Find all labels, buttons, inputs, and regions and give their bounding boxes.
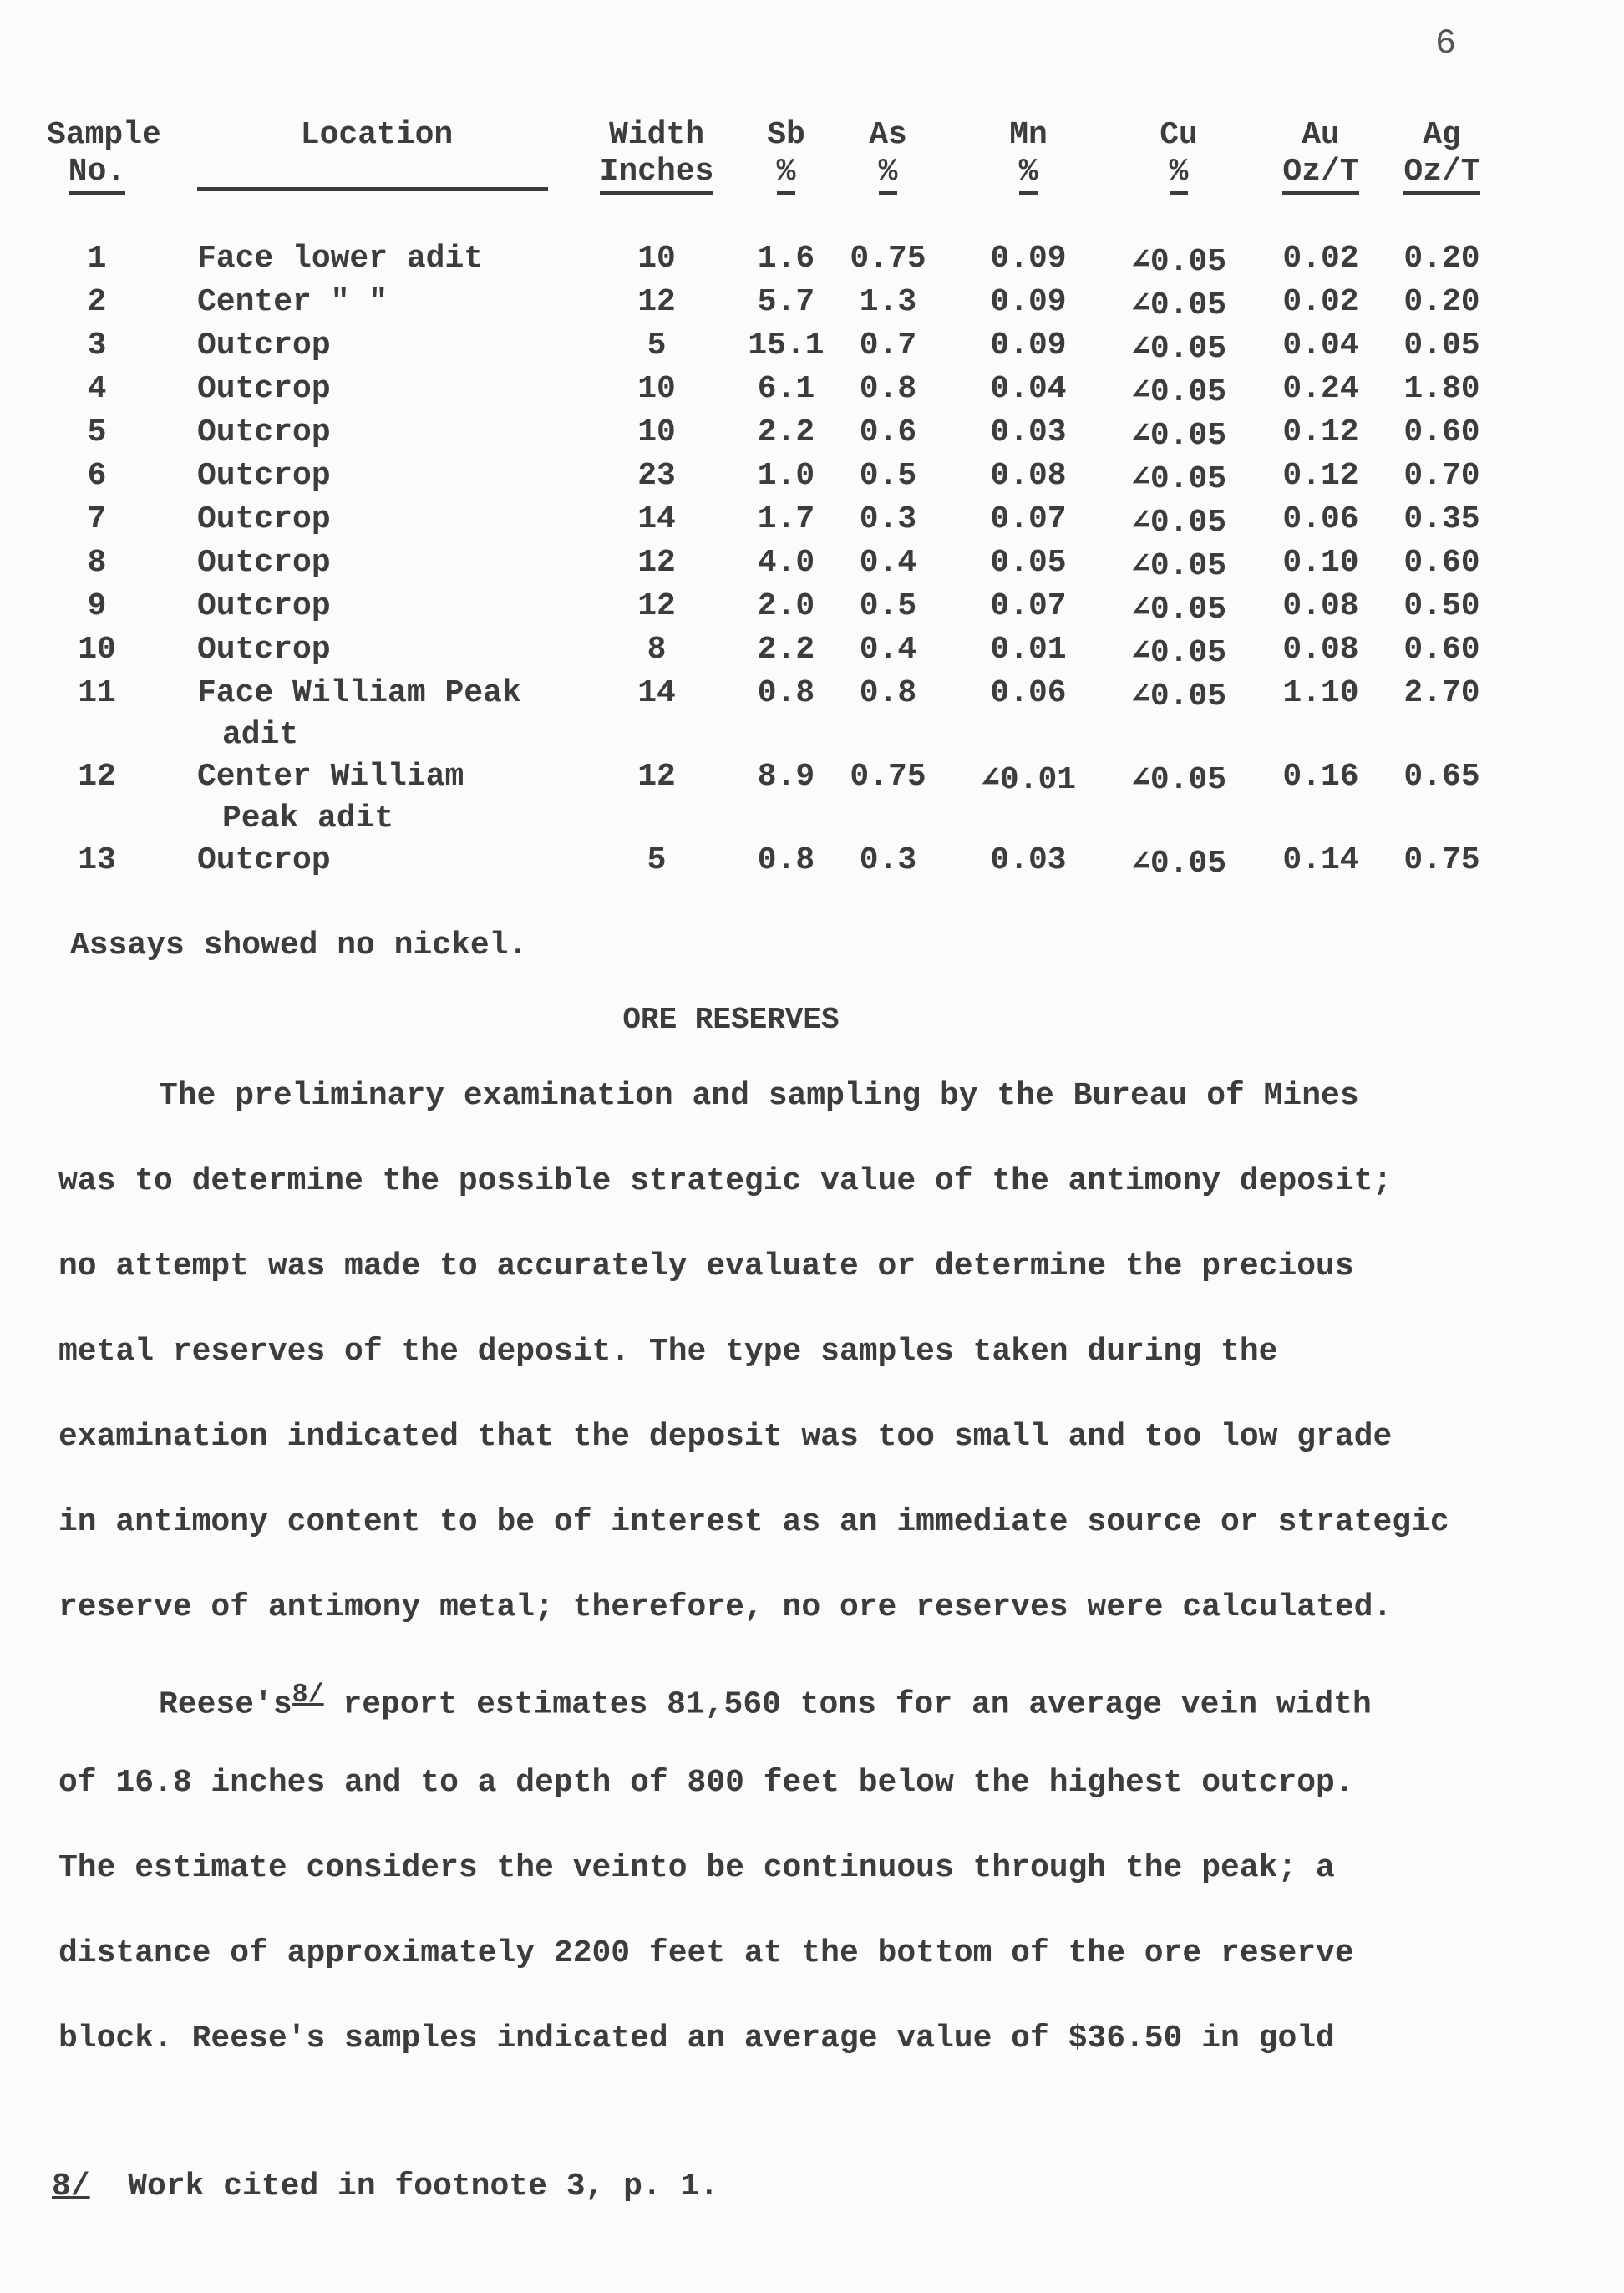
cell-location: Outcrop	[197, 545, 331, 581]
cell-as: 0.6	[859, 414, 917, 450]
cell-cu: ∠0.05	[1130, 592, 1227, 628]
cell-as: 0.7	[859, 328, 917, 364]
header-as-line2-text: %	[879, 154, 898, 195]
cell-sb: 4.0	[757, 545, 815, 581]
cell-no: 4	[87, 371, 107, 407]
cell-width: 12	[637, 588, 676, 624]
cell-no: 9	[87, 588, 107, 624]
cell-ag: 2.70	[1403, 675, 1480, 711]
header-width	[590, 117, 723, 191]
cell-mn: 0.01	[990, 632, 1067, 668]
section-heading-ore-reserves: ORE RESERVES	[622, 1003, 840, 1037]
cell-ag: 0.65	[1403, 759, 1480, 795]
cell-as: 0.8	[859, 675, 917, 711]
cell-au: 0.02	[1282, 284, 1359, 320]
header-as-line1: As	[869, 117, 907, 153]
cell-cu: ∠0.05	[1130, 679, 1227, 714]
cell-no: 2	[87, 284, 107, 320]
cell-cu: ∠0.05	[1130, 548, 1227, 584]
cell-mn: 0.09	[990, 284, 1067, 320]
cell-ag: 0.75	[1403, 842, 1480, 878]
table-row	[47, 328, 1517, 371]
header-mn-line1: Mn	[1009, 117, 1048, 153]
cell-au: 1.10	[1282, 675, 1359, 711]
cell-width: 10	[637, 414, 676, 450]
cell-location-continued: adit	[222, 717, 299, 753]
table-row	[47, 588, 1517, 632]
cell-au: 0.06	[1282, 501, 1359, 537]
cell-no: 5	[87, 414, 107, 450]
table-row	[47, 842, 1517, 886]
cell-au: 0.24	[1282, 371, 1359, 407]
cell-sb: 8.9	[757, 759, 815, 795]
cell-ag: 0.50	[1403, 588, 1480, 624]
cell-location: Outcrop	[197, 842, 331, 878]
cell-as: 0.3	[859, 501, 917, 537]
cell-au: 0.08	[1282, 632, 1359, 668]
header-ag-line2-text: Oz/T	[1403, 154, 1479, 195]
cell-location: Outcrop	[197, 501, 331, 537]
cell-as: 0.4	[859, 545, 917, 581]
cell-au: 0.02	[1282, 241, 1359, 277]
cell-width: 12	[637, 284, 676, 320]
cell-location: Outcrop	[197, 588, 331, 624]
paragraph-2-prefix: Reese's	[159, 1686, 292, 1723]
cell-sb: 0.8	[757, 842, 815, 878]
cell-au: 0.10	[1282, 545, 1359, 581]
paragraph-1-line: examination indicated that the deposit was too small and too low grade	[58, 1419, 1393, 1455]
cell-sb: 1.0	[757, 458, 815, 494]
cell-location: Center " "	[197, 284, 388, 320]
header-location	[222, 117, 531, 191]
header-cu	[1108, 117, 1250, 191]
paragraph-1-line: reserve of antimony metal; therefore, no ore reserves were calculated.	[58, 1589, 1393, 1625]
cell-width: 5	[647, 842, 667, 878]
header-width-line2	[590, 154, 723, 191]
header-au-line2-text: Oz/T	[1282, 154, 1358, 195]
header-width-line1: Width	[608, 117, 705, 153]
header-mn	[966, 117, 1091, 191]
cell-ag: 0.60	[1403, 414, 1480, 450]
cell-ag: 0.20	[1403, 284, 1480, 320]
footnote-mark: 8/	[52, 2168, 90, 2204]
paragraph-1-line: The preliminary examination and sampling by the Bureau of Mines	[159, 1078, 1359, 1114]
cell-cu: ∠0.05	[1130, 244, 1227, 280]
table-row	[47, 501, 1517, 545]
header-sample-no	[47, 117, 161, 191]
header-location-line2	[222, 154, 531, 191]
cell-location: Outcrop	[197, 458, 331, 494]
cell-au: 0.04	[1282, 328, 1359, 364]
header-au	[1266, 117, 1375, 191]
header-location-line1: Location	[300, 117, 454, 153]
cell-mn: 0.05	[990, 545, 1067, 581]
header-au-line1: Au	[1302, 117, 1340, 153]
table-row	[47, 545, 1517, 588]
cell-sb: 2.2	[757, 414, 815, 450]
table-header	[47, 117, 1517, 209]
cell-no: 1	[87, 241, 107, 277]
cell-as: 0.5	[859, 458, 917, 494]
cell-au: 0.12	[1282, 414, 1359, 450]
assay-note: Assays showed no nickel.	[70, 928, 528, 963]
cell-sb: 1.7	[757, 501, 815, 537]
cell-au: 0.12	[1282, 458, 1359, 494]
cell-ag: 0.60	[1403, 632, 1480, 668]
cell-as: 0.75	[850, 759, 926, 795]
table-row	[47, 759, 1517, 842]
header-ag-line1: Ag	[1423, 117, 1461, 153]
paragraph-2-line: of 16.8 inches and to a depth of 800 feet below the highest outcrop.	[58, 1765, 1354, 1801]
cell-cu: ∠0.05	[1130, 505, 1227, 541]
cell-no: 8	[87, 545, 107, 581]
cell-location: Outcrop	[197, 632, 331, 668]
cell-au: 0.08	[1282, 588, 1359, 624]
cell-no: 10	[78, 632, 116, 668]
header-location-rule	[197, 187, 548, 191]
paragraph-1-line: was to determine the possible strategic value of the antimony deposit;	[58, 1163, 1393, 1199]
header-cu-line2-text: %	[1170, 154, 1189, 195]
table-row	[47, 414, 1517, 458]
cell-sb: 2.2	[757, 632, 815, 668]
header-sb-line2-text: %	[777, 154, 796, 195]
table-row	[47, 241, 1517, 284]
cell-ag: 0.05	[1403, 328, 1480, 364]
cell-location: Outcrop	[197, 414, 331, 450]
header-width-line2-text: Inches	[600, 154, 714, 195]
cell-as: 0.75	[850, 241, 926, 277]
header-as-line2	[842, 154, 934, 191]
header-sb-line2	[740, 154, 832, 191]
cell-mn: 0.09	[990, 241, 1067, 277]
cell-width: 10	[637, 241, 676, 277]
cell-sb: 5.7	[757, 284, 815, 320]
header-sample-no-line1: Sample	[47, 117, 161, 153]
cell-as: 0.4	[859, 632, 917, 668]
paragraph-2-line-1	[159, 1680, 1624, 1723]
cell-mn: 0.04	[990, 371, 1067, 407]
paragraph-2-line: distance of approximately 2200 feet at the bottom of the ore reserve	[58, 1935, 1354, 1971]
cell-width: 14	[637, 501, 676, 537]
table-row	[47, 458, 1517, 501]
header-cu-line1: Cu	[1160, 117, 1198, 153]
cell-width: 12	[637, 759, 676, 795]
paragraph-1-line: metal reserves of the deposit. The type samples taken during the	[58, 1334, 1278, 1370]
table-row	[47, 632, 1517, 675]
cell-no: 7	[87, 501, 107, 537]
footnote-reference: 8/	[292, 1680, 324, 1710]
cell-cu: ∠0.05	[1130, 287, 1227, 323]
cell-ag: 0.35	[1403, 501, 1480, 537]
paragraph-1-line: no attempt was made to accurately evaluate or determine the precious	[58, 1248, 1354, 1284]
cell-location: Face lower adit	[197, 241, 484, 277]
cell-no: 11	[78, 675, 116, 711]
table-spacer	[47, 209, 1517, 241]
header-cu-line2	[1108, 154, 1250, 191]
header-sb-line1: Sb	[767, 117, 805, 153]
cell-as: 0.5	[859, 588, 917, 624]
cell-ag: 0.60	[1403, 545, 1480, 581]
cell-location: Center William	[197, 759, 464, 795]
table-row	[47, 284, 1517, 328]
cell-au: 0.16	[1282, 759, 1359, 795]
cell-as: 0.3	[859, 842, 917, 878]
cell-mn: 0.07	[990, 588, 1067, 624]
header-sb	[740, 117, 832, 191]
cell-mn: 0.06	[990, 675, 1067, 711]
cell-no: 3	[87, 328, 107, 364]
cell-sb: 6.1	[757, 371, 815, 407]
table-row	[47, 675, 1517, 759]
cell-no: 13	[78, 842, 116, 878]
cell-mn: 0.03	[990, 842, 1067, 878]
cell-ag: 1.80	[1403, 371, 1480, 407]
footnote-text: Work cited in footnote 3, p. 1.	[128, 2168, 719, 2204]
header-sample-no-line2-text: No.	[69, 154, 125, 195]
paragraph-2-suffix: report estimates 81,560 tons for an average vein width	[323, 1686, 1372, 1723]
footnote	[52, 2168, 1581, 2204]
cell-location: Outcrop	[197, 371, 331, 407]
cell-cu: ∠0.05	[1130, 461, 1227, 497]
cell-location: Outcrop	[197, 328, 331, 364]
cell-width: 14	[637, 675, 676, 711]
cell-width: 23	[637, 458, 676, 494]
cell-width: 10	[637, 371, 676, 407]
cell-mn: 0.03	[990, 414, 1067, 450]
cell-no: 6	[87, 458, 107, 494]
header-mn-line2	[966, 154, 1091, 191]
paragraph-2-line: The estimate considers the veinto be continuous through the peak; a	[58, 1850, 1335, 1886]
cell-location-continued: Peak adit	[222, 801, 394, 836]
header-ag	[1388, 117, 1496, 191]
cell-sb: 0.8	[757, 675, 815, 711]
cell-au: 0.14	[1282, 842, 1359, 878]
cell-ag: 0.70	[1403, 458, 1480, 494]
cell-location: Face William Peak	[197, 675, 521, 711]
cell-ag: 0.20	[1403, 241, 1480, 277]
header-ag-line2	[1388, 154, 1496, 191]
header-mn-line2-text: %	[1019, 154, 1038, 195]
header-sample-no-line2	[47, 154, 147, 191]
cell-cu: ∠0.05	[1130, 635, 1227, 671]
cell-cu: ∠0.05	[1130, 418, 1227, 454]
cell-no: 12	[78, 759, 116, 795]
assay-table	[47, 117, 1517, 886]
cell-cu: ∠0.05	[1130, 762, 1227, 798]
cell-width: 5	[647, 328, 667, 364]
cell-width: 12	[637, 545, 676, 581]
header-as	[842, 117, 934, 191]
cell-mn: 0.08	[990, 458, 1067, 494]
paragraph-1-line: in antimony content to be of interest as an immediate source or strategic	[58, 1504, 1449, 1540]
cell-mn: ∠0.01	[980, 762, 1077, 798]
header-au-line2	[1266, 154, 1375, 191]
cell-as: 1.3	[859, 284, 917, 320]
paragraph-2-line: block. Reese's samples indicated an average value of $36.50 in gold	[58, 2021, 1335, 2057]
page-number: 6	[1435, 23, 1457, 64]
cell-mn: 0.09	[990, 328, 1067, 364]
cell-sb: 15.1	[748, 328, 825, 364]
cell-sb: 2.0	[757, 588, 815, 624]
table-row	[47, 371, 1517, 414]
cell-as: 0.8	[859, 371, 917, 407]
cell-cu: ∠0.05	[1130, 331, 1227, 367]
cell-width: 8	[647, 632, 667, 668]
cell-mn: 0.07	[990, 501, 1067, 537]
cell-sb: 1.6	[757, 241, 815, 277]
cell-cu: ∠0.05	[1130, 374, 1227, 410]
cell-cu: ∠0.05	[1130, 846, 1227, 882]
table-body	[47, 241, 1517, 886]
